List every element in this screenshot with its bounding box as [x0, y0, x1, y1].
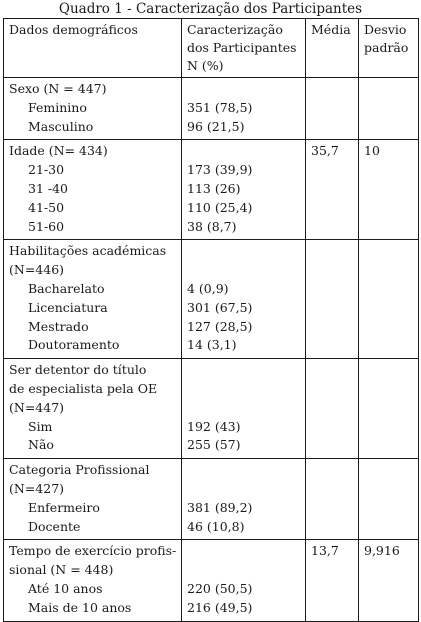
table-row-section — [4, 359, 419, 459]
section-title: (N=447) — [9, 399, 65, 415]
category-label: 31 -40 — [28, 180, 69, 196]
table-row-section — [4, 540, 419, 621]
section-title: Habilitações académicas — [9, 243, 167, 259]
table-row-section — [4, 140, 419, 240]
category-label: Feminino — [28, 99, 87, 115]
category-value: 220 (50,5) — [187, 580, 253, 596]
category-value: 110 (25,4) — [187, 199, 253, 215]
header-row — [4, 19, 419, 78]
empty-line — [187, 361, 301, 380]
section-values-cell — [182, 140, 306, 240]
header-characterization-line-3: N (%) — [187, 58, 224, 73]
empty-line — [187, 461, 301, 480]
category-label: Sim — [28, 418, 53, 434]
section-labels-cell — [4, 78, 182, 140]
table-row-section — [4, 240, 419, 359]
category-label: Docente — [28, 518, 81, 534]
category-value: 4 (0,9) — [187, 280, 229, 296]
category-value: 14 (3,1) — [187, 337, 237, 353]
table-row-section — [4, 459, 419, 540]
section-title: Tempo de exercício profis- — [9, 543, 177, 559]
header-sd — [359, 19, 419, 78]
category-label: Mais de 10 anos — [28, 599, 132, 615]
category-value: 127 (28,5) — [187, 318, 253, 334]
empty-line — [187, 142, 301, 161]
section-title: Sexo (N = 447) — [9, 81, 107, 96]
category-value: 255 (57) — [187, 437, 241, 453]
empty-line — [187, 542, 301, 561]
category-label: Doutoramento — [28, 337, 120, 353]
participants-table — [3, 18, 419, 622]
sd-value: 9,916 — [364, 543, 400, 559]
empty-line — [187, 242, 301, 261]
header-demographics — [4, 19, 182, 78]
category-value: 173 (39,9) — [187, 162, 253, 178]
section-mean-cell — [306, 359, 359, 459]
empty-line — [187, 399, 301, 418]
section-mean-cell — [306, 459, 359, 540]
section-title: Ser detentor do título — [9, 362, 147, 378]
section-values-cell — [182, 359, 306, 459]
category-label: 51-60 — [28, 218, 65, 234]
section-title: Categoria Profissional — [9, 462, 150, 478]
section-title: (N=446) — [9, 262, 65, 278]
section-title: Idade (N= 434) — [9, 143, 108, 159]
section-sd-cell — [359, 240, 419, 359]
section-sd-cell — [359, 459, 419, 540]
category-label: Licenciatura — [28, 299, 108, 315]
section-values-cell — [182, 240, 306, 359]
section-title: (N=427) — [9, 480, 65, 496]
category-value: 113 (26) — [187, 180, 241, 196]
section-mean-cell — [306, 78, 359, 140]
category-label: Masculino — [28, 118, 94, 134]
header-mean — [306, 19, 359, 78]
category-value: 301 (67,5) — [187, 299, 253, 315]
section-title: de especialista pela OE — [9, 380, 158, 396]
header-sd-line-1: Desvio — [364, 22, 407, 37]
section-sd-cell — [359, 78, 419, 140]
empty-line — [187, 80, 301, 99]
mean-value: 35,7 — [311, 143, 339, 159]
category-label: Até 10 anos — [28, 580, 103, 596]
section-sd-cell — [359, 140, 419, 240]
empty-line — [187, 561, 301, 580]
header-characterization-line-2: dos Participantes — [187, 40, 297, 55]
category-value: 192 (43) — [187, 418, 241, 434]
header-mean-label: Média — [311, 22, 351, 37]
section-values-cell — [182, 459, 306, 540]
category-label: Não — [28, 437, 54, 453]
category-label: Bacharelato — [28, 280, 105, 296]
empty-line — [187, 380, 301, 399]
table-caption: Quadro 1 - Caracterização dos Participantes — [58, 1, 363, 17]
mean-value: 13,7 — [311, 543, 339, 559]
section-mean-cell — [306, 240, 359, 359]
section-mean-cell — [306, 540, 359, 621]
empty-line — [187, 480, 301, 499]
section-labels-cell — [4, 140, 182, 240]
section-mean-cell — [306, 140, 359, 240]
category-value: 381 (89,2) — [187, 499, 253, 515]
header-demographics-label: Dados demográficos — [9, 22, 138, 37]
empty-line — [187, 261, 301, 280]
header-characterization — [182, 19, 306, 78]
section-values-cell — [182, 540, 306, 621]
header-characterization-line-1: Caracterização — [187, 22, 283, 37]
category-label: Enfermeiro — [28, 499, 100, 515]
category-value: 351 (78,5) — [187, 99, 253, 115]
section-labels-cell — [4, 240, 182, 359]
section-title: sional (N = 448) — [9, 562, 114, 578]
category-label: 21-30 — [28, 162, 65, 178]
section-labels-cell — [4, 359, 182, 459]
category-value: 46 (10,8) — [187, 518, 245, 534]
section-sd-cell — [359, 359, 419, 459]
category-label: 41-50 — [28, 199, 65, 215]
table-row-section — [4, 78, 419, 140]
section-values-cell — [182, 78, 306, 140]
category-label: Mestrado — [28, 318, 89, 334]
section-labels-cell — [4, 459, 182, 540]
section-sd-cell — [359, 540, 419, 621]
category-value: 216 (49,5) — [187, 599, 253, 615]
header-sd-line-2: padrão — [364, 40, 409, 55]
category-value: 96 (21,5) — [187, 118, 245, 134]
section-labels-cell — [4, 540, 182, 621]
category-value: 38 (8,7) — [187, 218, 237, 234]
sd-value: 10 — [364, 143, 380, 159]
